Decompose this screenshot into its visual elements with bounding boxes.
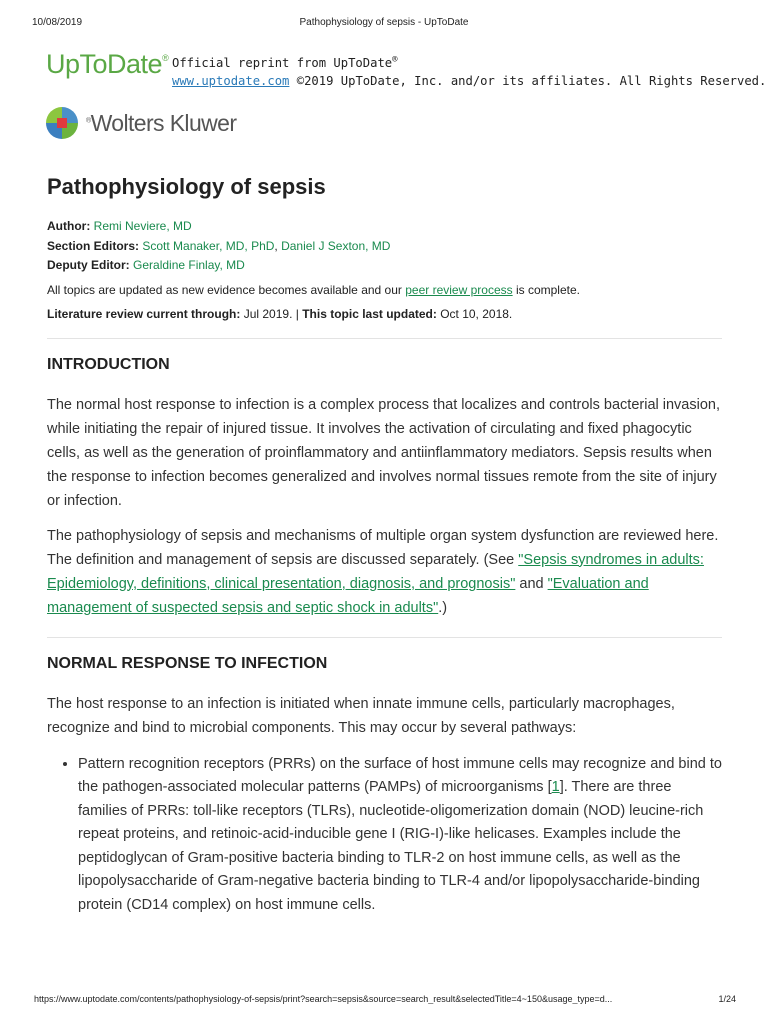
peer-review-link[interactable]: peer review process: [405, 282, 513, 297]
deputy-editor-link[interactable]: Geraldine Finlay, MD: [133, 258, 245, 272]
author-link[interactable]: Remi Neviere, MD: [93, 219, 192, 233]
divider: [47, 637, 722, 638]
pathway-list: [47, 753, 722, 918]
author-label: Author:: [47, 219, 91, 233]
intro-p2-and: and: [515, 575, 548, 592]
logo-text: UpToDate: [46, 49, 163, 79]
last-updated-label: This topic last updated:: [302, 306, 437, 321]
section-editor-link-2[interactable]: Daniel J Sexton, MD: [281, 238, 391, 253]
copyright-text: ©2019 UpToDate, Inc. and/or its affiliates. All Rights Reserved.: [289, 74, 767, 89]
intro-p2-text: The pathophysiology of sepsis and mechanisms of multiple organ system dysfunction are reviewed here. The definition and management of sepsis are discussed separately. (See: [47, 527, 719, 568]
section-editor-link-1[interactable]: Scott Manaker, MD, PhD: [142, 238, 275, 253]
article-authors: [47, 217, 722, 276]
notice-text: All topics are updated as new evidence becomes available and our: [47, 282, 406, 297]
sepsis-management-link[interactable]: "Evaluation and management of suspected sepsis and septic shock in adults": [47, 575, 649, 616]
reprint-registered-mark: ®: [392, 55, 398, 65]
logo-registered-mark: ®: [162, 53, 169, 63]
reference-link-1[interactable]: 1: [551, 779, 560, 796]
print-date: 10/08/2019: [32, 17, 83, 28]
update-notice: [47, 283, 722, 297]
list-item: [78, 753, 722, 918]
print-url: https://www.uptodate.com/contents/pathophysiology-of-sepsis/print?search=sepsis&source=search_result&selectedTitle=4~150&usage_type=d...: [34, 994, 613, 1004]
publisher-name: Wolters Kluwer: [90, 109, 237, 136]
reprint-line: Official reprint from UpToDate: [172, 56, 393, 71]
lit-review-label: Literature review current through:: [47, 306, 241, 321]
publisher-registered-mark: ®: [86, 116, 91, 124]
wolters-kluwer-mark-icon: [46, 107, 78, 139]
introduction-paragraph-2: [47, 524, 722, 620]
bullet-text-end: ]. There are three families of PRRs: toll-like receptors (TLRs), nucleotide-oligomerization domain (NOD) leucine-rich repeat proteins, and retinoic-acid-inducible gene I (RIG-I)-like helicases. Examples include the peptidoglycan of Gram-positive bacteria binding to TLR-2 on host immune cells, as well as the lipopolysaccharide of Gram-negative bacteria binding to TLR-4 and/or lipopolysaccharide-binding protein (CD14 complex) on host immune cells.: [78, 779, 704, 914]
deputy-editor-label: Deputy Editor:: [47, 258, 130, 272]
uptodate-logo[interactable]: [46, 49, 168, 80]
introduction-paragraph-1: The normal host response to infection is a complex process that localizes and controls bacterial invasion, while initiating the repair of injured tissue. It involves the activation of circulating and fixed phagocytic cells, as well as the generation of proinflammatory and antiinflammatory mediators. Sepsis results when the response to infection becomes generalized and involves normal tissues remote from the site of injury or infection.: [47, 396, 720, 509]
sepsis-syndromes-link[interactable]: "Sepsis syndromes in adults: Epidemiology, definitions, clinical presentation, diagnosis, and prognosis": [47, 551, 704, 592]
wolters-kluwer-logo: [46, 107, 236, 139]
review-dates: [47, 307, 722, 321]
section-editors-label: Section Editors:: [47, 238, 140, 253]
divider: [47, 338, 722, 339]
article-title: Pathophysiology of sepsis: [47, 174, 326, 199]
page-number: 1/24: [718, 994, 736, 1004]
introduction-heading: INTRODUCTION: [47, 355, 170, 373]
intro-p2-end: .): [438, 599, 448, 616]
notice-text-end: is complete.: [512, 282, 580, 297]
normal-response-heading: NORMAL RESPONSE TO INFECTION: [47, 654, 328, 672]
editor-separator: ,: [274, 238, 278, 253]
normal-response-paragraph: The host response to an infection is initiated when innate immune cells, particularly macrophages, recognize and bind to microbial components. This may occur by several pathways:: [47, 695, 675, 736]
last-updated-value: Oct 10, 2018.: [436, 306, 513, 321]
uptodate-site-link[interactable]: www.uptodate.com: [172, 74, 290, 89]
print-page-title: Pathophysiology of sepsis - UpToDate: [299, 17, 469, 28]
reprint-notice: [172, 51, 766, 90]
article-content: [47, 170, 722, 918]
bullet-text: Pattern recognition receptors (PRRs) on the surface of host immune cells may recognize and bind to the pathogen-associated molecular patterns (PAMPs) of microorganisms [: [78, 755, 722, 796]
lit-review-value: Jul 2019. |: [240, 306, 303, 321]
